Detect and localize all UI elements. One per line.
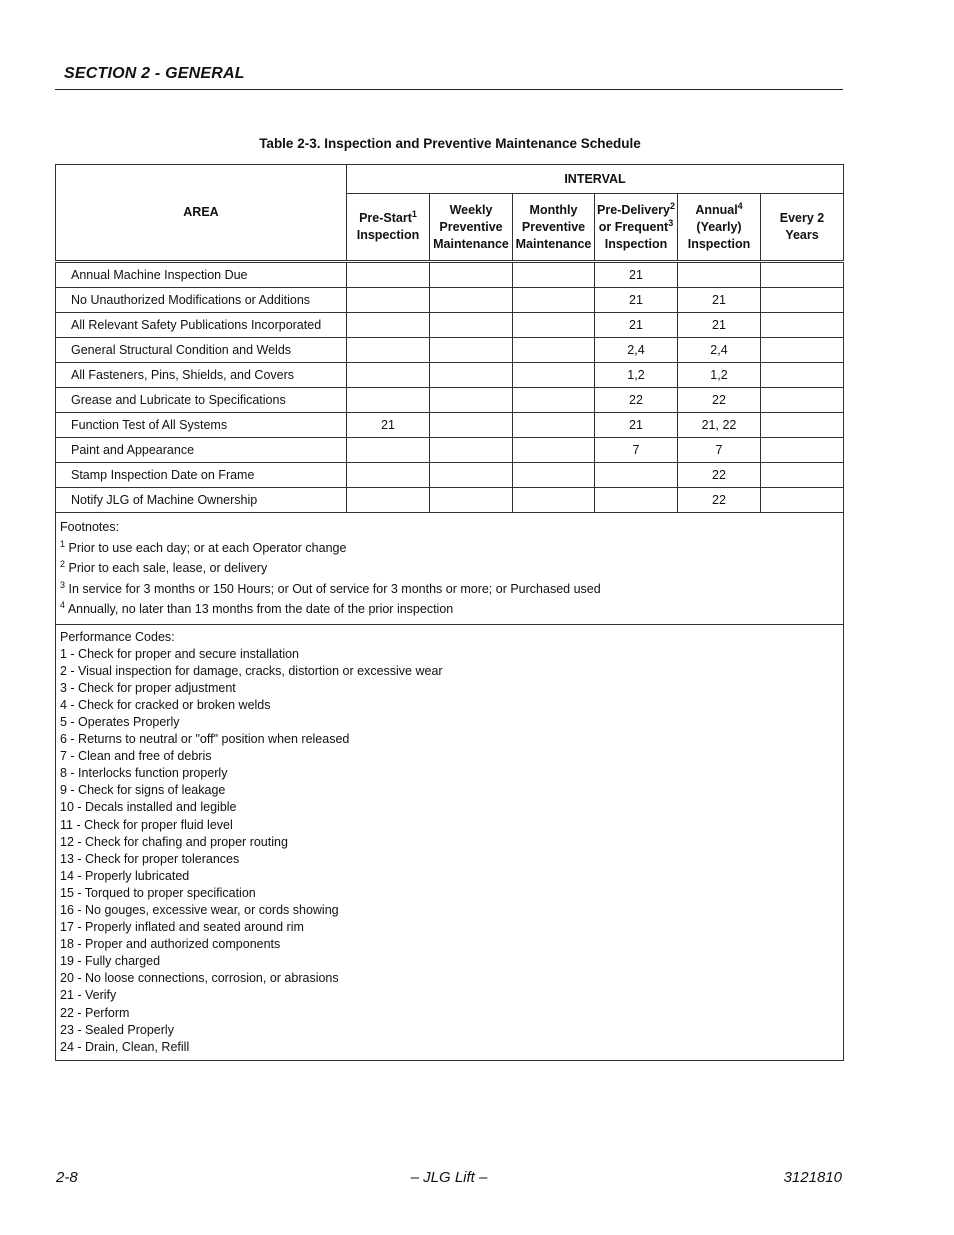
section-title: SECTION 2 - GENERAL <box>64 65 245 82</box>
interval-cell: 2,4 <box>595 338 678 363</box>
interval-cell: 22 <box>595 388 678 413</box>
performance-code-item: 5 - Operates Properly <box>60 714 180 729</box>
interval-cell <box>513 413 595 438</box>
interval-cell <box>761 262 844 288</box>
interval-cell <box>761 363 844 388</box>
interval-cell <box>347 488 430 513</box>
footnotes-row <box>56 513 844 625</box>
column-header-text: (Yearly) <box>696 219 742 234</box>
interval-cell: 22 <box>678 388 761 413</box>
column-header-text: Maintenance <box>515 236 592 251</box>
table-row <box>56 388 844 413</box>
column-header-text: Maintenance <box>433 236 509 251</box>
column-header-text: or Frequent <box>598 219 669 234</box>
table-row <box>56 338 844 363</box>
interval-cell <box>430 363 513 388</box>
page-number: 2-8 <box>56 1169 78 1186</box>
interval-cell <box>761 388 844 413</box>
footnote-text: Prior to each sale, lease, or delivery <box>68 561 268 575</box>
table-row <box>56 313 844 338</box>
column-header-text: Pre-Start <box>359 211 412 225</box>
performance-code-item: 21 - Verify <box>60 988 117 1003</box>
column-header <box>430 194 513 262</box>
interval-cell <box>347 388 430 413</box>
footnote-number: 4 <box>60 599 66 610</box>
interval-cell <box>513 288 595 313</box>
interval-cell <box>761 313 844 338</box>
interval-cell <box>678 262 761 288</box>
performance-code-item: 24 - Drain, Clean, Refill <box>60 1039 190 1054</box>
footnote-text: Annually, no later than 13 months from the date of the prior inspection <box>67 602 454 616</box>
column-header-text: Years <box>785 228 819 242</box>
performance-code-item: 23 - Sealed Properly <box>60 1022 174 1037</box>
performance-code-item: 16 - No gouges, excessive wear, or cords showing <box>60 903 339 917</box>
performance-code-item: 17 - Properly inflated and seated around rim <box>60 920 304 935</box>
interval-cell <box>430 413 513 438</box>
footnote-item <box>60 579 843 600</box>
performance-code-item: 15 - Torqued to proper specification <box>60 885 256 900</box>
column-header-text: Inspection <box>687 236 751 251</box>
performance-code-item: 13 - Check for proper tolerances <box>60 851 240 866</box>
footnotes <box>56 513 844 625</box>
interval-cell <box>513 363 595 388</box>
interval-cell <box>430 388 513 413</box>
interval-cell <box>430 288 513 313</box>
performance-codes <box>56 624 844 1060</box>
performance-code-item: 8 - Interlocks function properly <box>60 766 228 781</box>
footnote-ref: 3 <box>668 217 674 228</box>
column-header <box>761 194 844 262</box>
interval-cell: 21 <box>595 262 678 288</box>
interval-cell <box>430 262 513 288</box>
interval-cell: 21 <box>678 288 761 313</box>
interval-cell <box>761 438 844 463</box>
table-row <box>56 413 844 438</box>
footnote-ref: 1 <box>411 208 417 219</box>
interval-cell <box>347 438 430 463</box>
interval-cell <box>347 463 430 488</box>
interval-cell: 21, 22 <box>678 413 761 438</box>
interval-header: INTERVAL <box>347 165 844 194</box>
performance-code-item: 1 - Check for proper and secure installation <box>60 646 300 661</box>
area-cell: Notify JLG of Machine Ownership <box>56 488 347 513</box>
performance-codes-row <box>56 624 844 1060</box>
area-cell: Paint and Appearance <box>56 438 347 463</box>
interval-cell <box>513 262 595 288</box>
interval-cell <box>595 463 678 488</box>
table-row <box>56 463 844 488</box>
interval-cell: 21 <box>347 413 430 438</box>
document-number: 3121810 <box>783 1169 842 1186</box>
interval-cell <box>347 313 430 338</box>
interval-cell <box>347 338 430 363</box>
performance-code-item: 2 - Visual inspection for damage, cracks, distortion or excessive wear <box>60 663 443 678</box>
interval-cell: 22 <box>678 463 761 488</box>
interval-cell <box>430 463 513 488</box>
interval-cell: 21 <box>595 413 678 438</box>
interval-cell <box>513 488 595 513</box>
interval-cell <box>513 463 595 488</box>
footnote-number: 2 <box>60 558 66 569</box>
column-header-text: Preventive <box>439 219 503 234</box>
interval-cell <box>347 288 430 313</box>
column-header-text: Inspection <box>604 236 668 251</box>
interval-cell <box>513 313 595 338</box>
interval-cell: 21 <box>595 313 678 338</box>
column-header <box>678 194 761 262</box>
header-rule <box>55 89 843 90</box>
interval-cell <box>513 338 595 363</box>
interval-cell <box>761 488 844 513</box>
performance-code-item: 4 - Check for cracked or broken welds <box>60 697 271 712</box>
performance-code-item: 14 - Properly lubricated <box>60 868 190 883</box>
performance-codes-title: Performance Codes: <box>60 629 175 644</box>
table-row <box>56 488 844 513</box>
interval-cell: 2,4 <box>678 338 761 363</box>
column-header-text: Pre-Delivery <box>597 202 670 217</box>
interval-cell <box>513 388 595 413</box>
footnote-item <box>60 599 843 620</box>
column-header-text: Every 2 <box>779 211 825 225</box>
column-header-text: Annual <box>695 202 738 217</box>
area-cell: All Fasteners, Pins, Shields, and Covers <box>56 363 347 388</box>
column-header <box>347 194 430 262</box>
area-header: AREA <box>56 165 347 262</box>
interval-cell: 22 <box>678 488 761 513</box>
interval-cell <box>761 338 844 363</box>
performance-code-item: 22 - Perform <box>60 1005 130 1020</box>
interval-cell: 21 <box>678 313 761 338</box>
interval-cell <box>761 288 844 313</box>
interval-cell <box>761 413 844 438</box>
column-header <box>595 194 678 262</box>
interval-cell <box>347 363 430 388</box>
column-header-text: Preventive <box>521 219 586 234</box>
interval-cell <box>430 488 513 513</box>
footnote-item <box>60 558 843 579</box>
maintenance-schedule-table <box>55 164 844 1061</box>
interval-cell <box>347 262 430 288</box>
area-cell: Stamp Inspection Date on Frame <box>56 463 347 488</box>
interval-cell <box>595 488 678 513</box>
performance-code-item: 7 - Clean and free of debris <box>60 749 212 764</box>
table-caption: Table 2-3. Inspection and Preventive Maintenance Schedule <box>259 136 641 151</box>
table-row <box>56 363 844 388</box>
area-cell: Grease and Lubricate to Specifications <box>56 388 347 413</box>
area-cell: All Relevant Safety Publications Incorporated <box>56 313 347 338</box>
table-row <box>56 288 844 313</box>
area-cell: Annual Machine Inspection Due <box>56 262 347 288</box>
footnote-number: 1 <box>60 538 66 549</box>
performance-code-item: 3 - Check for proper adjustment <box>60 680 236 695</box>
interval-cell: 21 <box>595 288 678 313</box>
footnotes-title: Footnotes: <box>60 520 120 534</box>
performance-code-item: 6 - Returns to neutral or "off" position when released <box>60 732 350 747</box>
interval-cell: 1,2 <box>595 363 678 388</box>
performance-code-item: 10 - Decals installed and legible <box>60 800 237 815</box>
interval-cell <box>430 313 513 338</box>
column-header-text: Monthly <box>529 202 578 217</box>
table-row <box>56 438 844 463</box>
table-row <box>56 262 844 288</box>
footnote-number: 3 <box>60 579 66 590</box>
interval-cell <box>761 463 844 488</box>
footnote-ref: 4 <box>737 200 743 211</box>
footnote-ref: 2 <box>669 200 675 211</box>
footnote-text: In service for 3 months or 150 Hours; or Out of service for 3 months or more; or Purchased used <box>68 581 601 596</box>
column-header <box>513 194 595 262</box>
footnote-text: Prior to use each day; or at each Operator change <box>68 540 347 555</box>
interval-cell: 1,2 <box>678 363 761 388</box>
area-cell: General Structural Condition and Welds <box>56 338 347 363</box>
interval-cell <box>513 438 595 463</box>
column-header-text: Weekly <box>449 202 493 217</box>
performance-code-item: 20 - No loose connections, corrosion, or abrasions <box>60 971 339 986</box>
area-cell: No Unauthorized Modifications or Additions <box>56 288 347 313</box>
interval-cell <box>430 438 513 463</box>
footnote-item <box>60 538 843 559</box>
area-cell: Function Test of All Systems <box>56 413 347 438</box>
performance-code-item: 12 - Check for chafing and proper routing <box>60 834 288 849</box>
performance-code-item: 19 - Fully charged <box>60 954 161 969</box>
performance-code-item: 9 - Check for signs of leakage <box>60 783 226 798</box>
interval-cell <box>430 338 513 363</box>
footer-publisher: – JLG Lift – <box>410 1169 488 1186</box>
performance-code-item: 18 - Proper and authorized components <box>60 937 281 952</box>
performance-code-item: 11 - Check for proper fluid level <box>60 817 233 832</box>
column-header-text: Inspection <box>356 228 420 242</box>
interval-cell: 7 <box>595 438 678 463</box>
interval-cell: 7 <box>678 438 761 463</box>
